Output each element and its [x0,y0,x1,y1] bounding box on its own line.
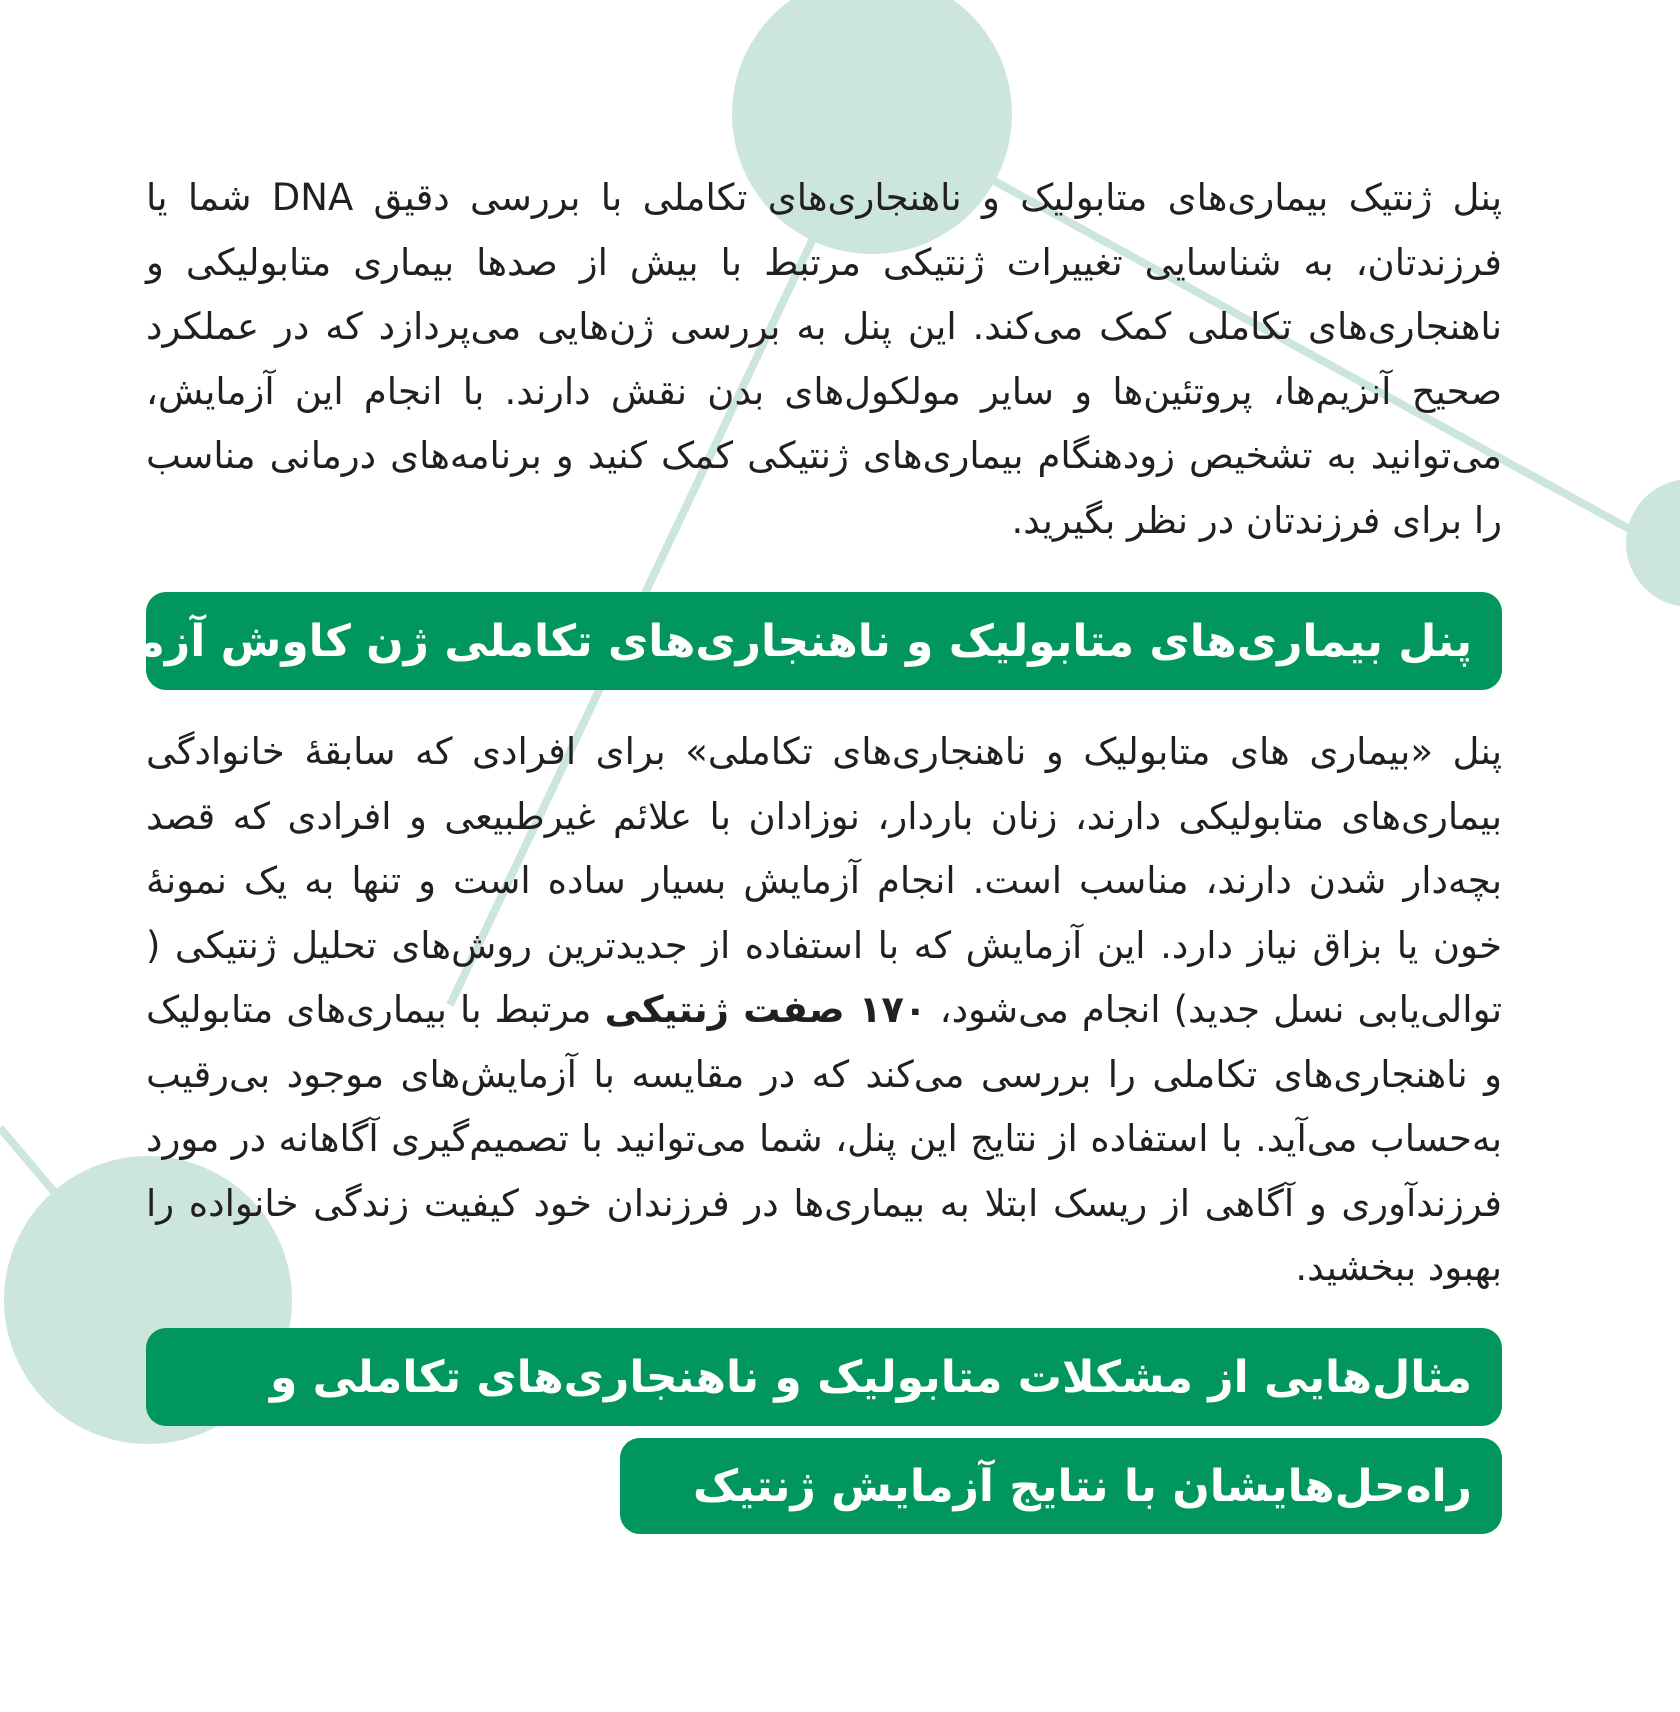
examples-heading-banner-line2 [620,1438,1502,1534]
details-text-after: مرتبط با بیماری‌های متابولیک و ناهنجاری‌های تکاملی را بررسی می‌کند که در مقایسه با آزمایش‌های موجود بی‌رقیب به‌حساب می‌آید. با استفاده از نتایج این پنل، شما می‌توانید با تصمیم‌گیری آگاهانه در مورد فرزندآوری و آگاهی از ریسک ابتلا به بیماری‌ها در فرزندان خود کیفیت زندگی خانواده را بهبود ببخشید. [146,988,1502,1289]
section-title-banner [121,592,1502,690]
trait-count-highlight: ۱۷۰ صفت ژنتیکی [604,988,927,1031]
details-text-before: پنل «بیماری های متابولیک و ناهنجاری‌های تکاملی» برای افرادی که سابقهٔ خانوادگی بیماری‌های متابولیکی دارند، زنان باردار، نوزادان با علائم غیرطبیعی و افرادی که قصد بچه‌دار شدن دارند، مناسب است. انجام آزمایش بسیار ساده است و تنها به یک نمونهٔ خون یا بزاق نیاز دارد. این آزمایش که با استفاده از جدیدترین روش‌های تحلیل ژنتیکی ( توالی‌یابی نسل جدید) انجام می‌شود، [146,730,1502,1031]
details-paragraph [146,720,1502,1301]
examples-heading-banner-line1 [146,1328,1502,1426]
intro-paragraph: پنل ژنتیک بیماری‌های متابولیک و ناهنجاری‌های تکاملی با بررسی دقیق DNA شما یا فرزندتان، به شناسایی تغییرات ژنتیکی مرتبط با بیش از صدها بیماری متابولیکی و ناهنجاری‌های تکاملی کمک می‌کند. این پنل به بررسی ژن‌هایی می‌پردازد که در عملکرد صحیح آنزیم‌ها، پروتئین‌ها و سایر مولکول‌های بدن نقش دارند. با انجام این آزمایش، می‌توانید به تشخیص زودهنگام بیماری‌های ژنتیکی کمک کنید و برنامه‌های درمانی مناسب را برای فرزندتان در نظر بگیرید. [146,176,1502,542]
examples-heading-line2: راه‌حل‌هایشان با نتایج آزمایش ژنتیک [692,1460,1472,1512]
examples-heading-line1: مثال‌هایی از مشکلات متابولیک و ناهنجاری‌های تکاملی و [269,1351,1472,1403]
section-title-text: پنل بیماری‌های متابولیک و ناهنجاری‌های تکاملی ژن کاوش آزما [121,615,1472,667]
